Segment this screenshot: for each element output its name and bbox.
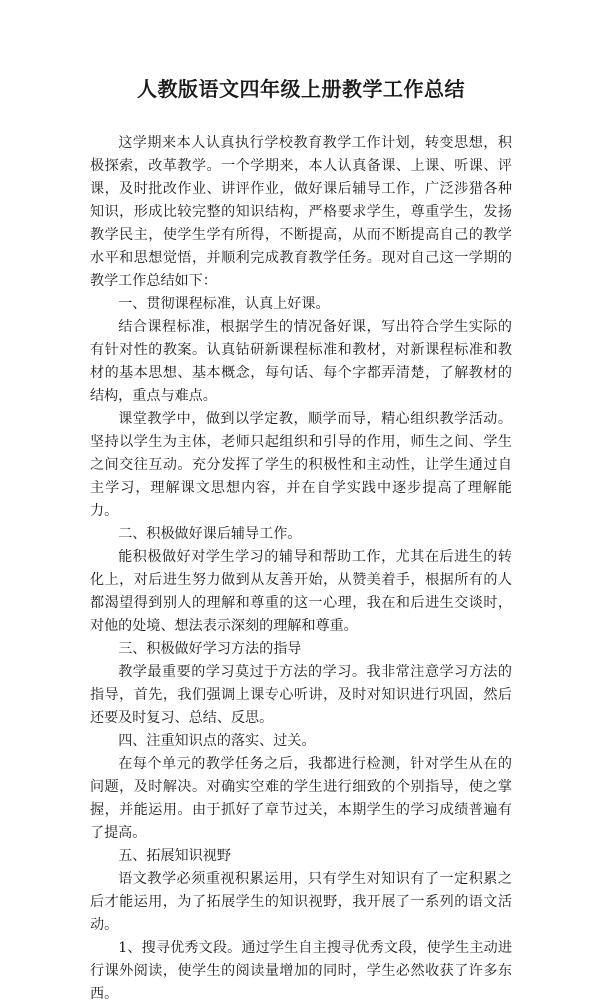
section-heading-3: 三、积极做好学习方法的指导	[118, 641, 302, 657]
body-paragraph: 教学最重要的学习莫过于方法的学习。我非常注意学习方法的指导，首先，我们强调上课专心听讲，及时对知识进行巩固，然后还要及时复习、总结、反思。	[90, 664, 512, 726]
body-paragraph: 能积极做好对学生学习的辅导和帮助工作，尤其在后进生的转化上，对后进生努力做到从友善开始，从赞美着手，根据所有的人都渴望得到别人的理解和尊重的这一心理，我在和后进生交谈时，对他的处境、想法表示深刻的理解和尊重。	[90, 549, 512, 634]
section-heading-2: 二、积极做好课后辅导工作。	[118, 526, 302, 542]
body-paragraph: 结合课程标准，根据学生的情况备好课，写出符合学生实际的有针对性的教案。认真钻研新课程标准和教材，对新课程标准和教材的基本思想、基本概念，每句话、每个字都弄清楚，了解教材的结构，重点与难点。	[90, 319, 512, 404]
document-title: 人教版语文四年级上册教学工作总结	[137, 77, 465, 101]
body-paragraph: 在每个单元的教学任务之后，我都进行检测，针对学生从在的问题，及时解决。对确实空难的学生进行细致的个别指导，使之掌握，并能运用。由于抓好了章节过关，本期学生的学习成绩普遍有了提高。	[90, 756, 512, 841]
section-heading-5: 五、拓展知识视野	[118, 848, 231, 864]
body-paragraph: 语文教学必须重视积累运用，只有学生对知识有了一定积累之后才能运用，为了拓展学生的知识视野，我开展了一系列的语文活动。	[90, 871, 512, 933]
section-heading-4: 四、注重知识点的落实、过关。	[118, 733, 316, 749]
document-body	[90, 132, 512, 1006]
body-paragraph: 课堂教学中，做到以学定教，顺学而导，精心组织教学活动。坚持以学生为主体，老师只起组织和引导的作用，师生之间、学生之间交往互动。充分发挥了学生的积极性和主动性，让学生通过自主学习，理解课文思想内容，并在自学实践中逐步提高了理解能力。	[90, 411, 512, 519]
intro-paragraph: 这学期来本人认真执行学校教育教学工作计划，转变思想，积极探索，改革教学。一个学期来，本人认真备课、上课、听课、评课，及时批改作业、讲评作业，做好课后辅导工作，广泛涉猎各种知识，形成比较完整的知识结构，严格要求学生，尊重学生，发扬教学民主，使学生学有所得，不断提高，从而不断提高自己的教学水平和思想觉悟，并顺利完成教育教学任务。现对自己这一学期的教学工作总结如下：	[90, 135, 512, 289]
body-paragraph: 1、搜寻优秀文段。通过学生自主搜寻优秀文段，使学生主动进行课外阅读，使学生的阅读量增加的同时，学生必然收获了许多东西。	[90, 940, 512, 1002]
section-heading-1: 一、贯彻课程标准，认真上好课。	[118, 296, 330, 312]
